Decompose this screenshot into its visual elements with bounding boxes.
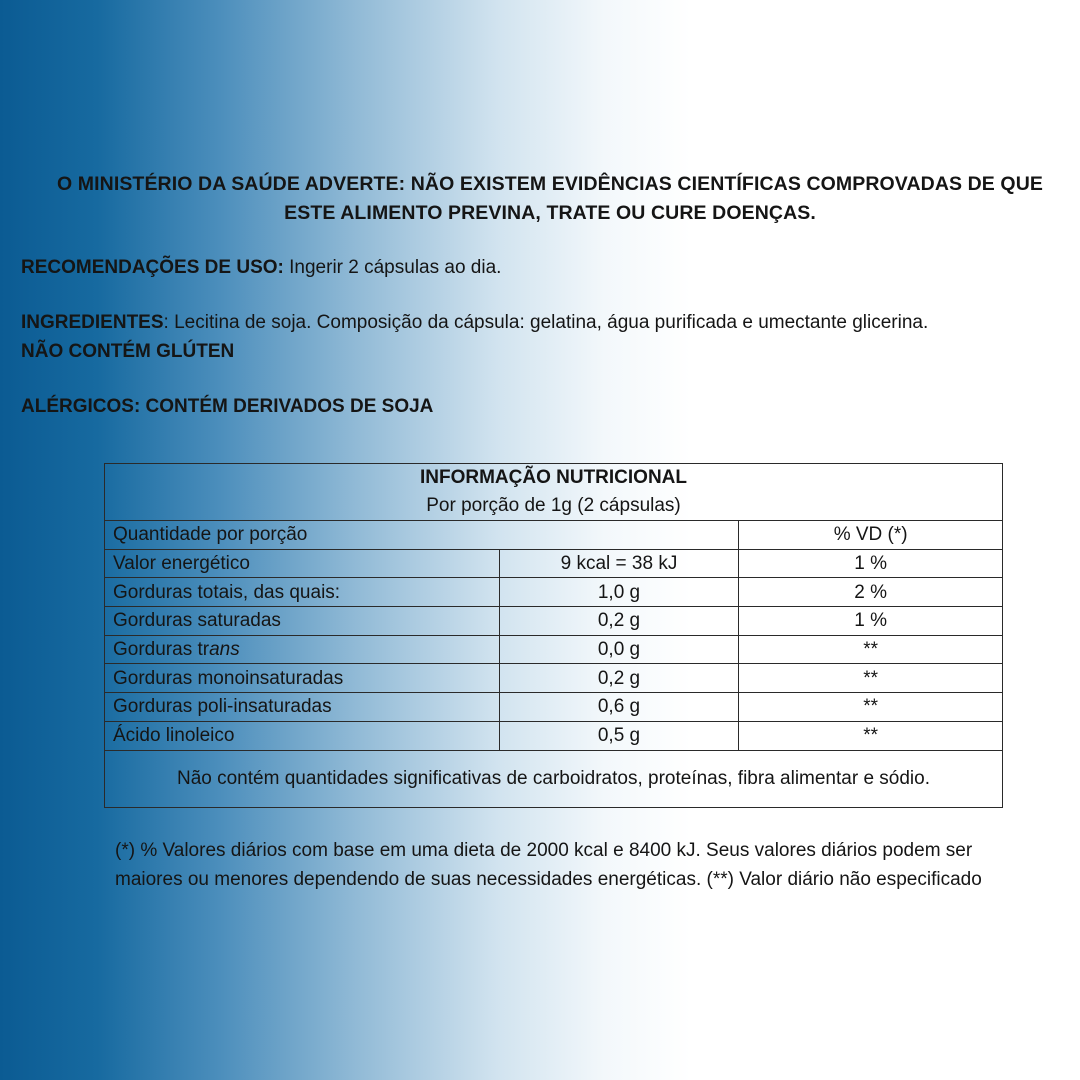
- nutrient-name: Gorduras poli-insaturadas: [105, 693, 500, 722]
- nutrient-daily-value: 1 %: [739, 549, 1003, 578]
- table-header-row: [105, 521, 1003, 550]
- table-row: [105, 549, 1003, 578]
- usage-recommendations: [21, 253, 501, 282]
- nutrient-amount: 0,2 g: [499, 607, 739, 636]
- nutrient-daily-value: **: [739, 635, 1003, 664]
- nutrient-name: Ácido linoleico: [105, 721, 500, 750]
- table-note-row: [105, 750, 1003, 807]
- nutrient-name-italic: ans: [209, 639, 240, 661]
- header-quantity-label: Quantidade por porção: [105, 521, 739, 550]
- nutrient-name: Valor energético: [105, 549, 500, 578]
- table-title: INFORMAÇÃO NUTRICIONAL: [419, 467, 688, 488]
- nutrient-amount: 1,0 g: [499, 578, 739, 607]
- nutrient-name-prefix: Gorduras tr: [113, 639, 210, 661]
- gluten-free-notice: NÃO CONTÉM GLÚTEN: [21, 341, 235, 362]
- warning-line-2: ESTE ALIMENTO PREVINA, TRATE OU CURE DOENÇAS.: [284, 202, 816, 224]
- table-row: [105, 693, 1003, 722]
- table-note: Não contém quantidades significativas de carboidratos, proteínas, fibra alimentar e sódio.: [105, 750, 1003, 807]
- nutrient-daily-value: 2 %: [739, 578, 1003, 607]
- allergens-notice: ALÉRGICOS: CONTÉM DERIVADOS DE SOJA: [21, 396, 434, 417]
- nutrient-name: Gorduras saturadas: [105, 607, 500, 636]
- nutrient-amount: 9 kcal = 38 kJ: [499, 549, 739, 578]
- table-row: [105, 721, 1003, 750]
- table-row: [105, 635, 1003, 664]
- nutrient-amount: 0,5 g: [499, 721, 739, 750]
- warning-line-1: O MINISTÉRIO DA SAÚDE ADVERTE: NÃO EXISTEM EVIDÊNCIAS CIENTÍFICAS COMPROVADAS DE QUE: [56, 173, 1043, 195]
- serving-size: Por porção de 1g (2 cápsulas): [426, 495, 681, 516]
- nutrient-daily-value: **: [739, 721, 1003, 750]
- nutrient-name: Gorduras monoinsaturadas: [105, 664, 500, 693]
- table-row: [105, 664, 1003, 693]
- usage-text: Ingerir 2 cápsulas ao dia.: [283, 257, 502, 278]
- nutrient-daily-value: **: [739, 664, 1003, 693]
- table-row: [105, 607, 1003, 636]
- ingredients: [21, 308, 928, 337]
- nutrient-amount: 0,0 g: [499, 635, 739, 664]
- ingredients-text: : Lecitina de soja. Composição da cápsula: gelatina, água purificada e umectante glicerina.: [163, 312, 929, 333]
- nutrient-daily-value: **: [739, 693, 1003, 722]
- table-title-cell: [105, 464, 1003, 521]
- nutrient-name: Gorduras totais, das quais:: [105, 578, 500, 607]
- nutrition-facts-table: [104, 463, 1003, 808]
- header-daily-value: % VD (*): [739, 521, 1003, 550]
- table-row: [105, 578, 1003, 607]
- health-ministry-warning: [30, 170, 1070, 228]
- table-title-row: [105, 464, 1003, 521]
- nutrient-name: [105, 635, 500, 664]
- nutrient-amount: 0,6 g: [499, 693, 739, 722]
- daily-value-footnote: (*) % Valores diários com base em uma dieta de 2000 kcal e 8400 kJ. Seus valores diários podem ser maiores ou menores dependendo de suas necessidades energéticas. (**) Valor diário não especificado: [115, 840, 982, 890]
- nutrient-amount: 0,2 g: [499, 664, 739, 693]
- usage-label: RECOMENDAÇÕES DE USO:: [21, 257, 284, 278]
- ingredients-label: INGREDIENTES: [21, 312, 164, 333]
- nutrient-daily-value: 1 %: [739, 607, 1003, 636]
